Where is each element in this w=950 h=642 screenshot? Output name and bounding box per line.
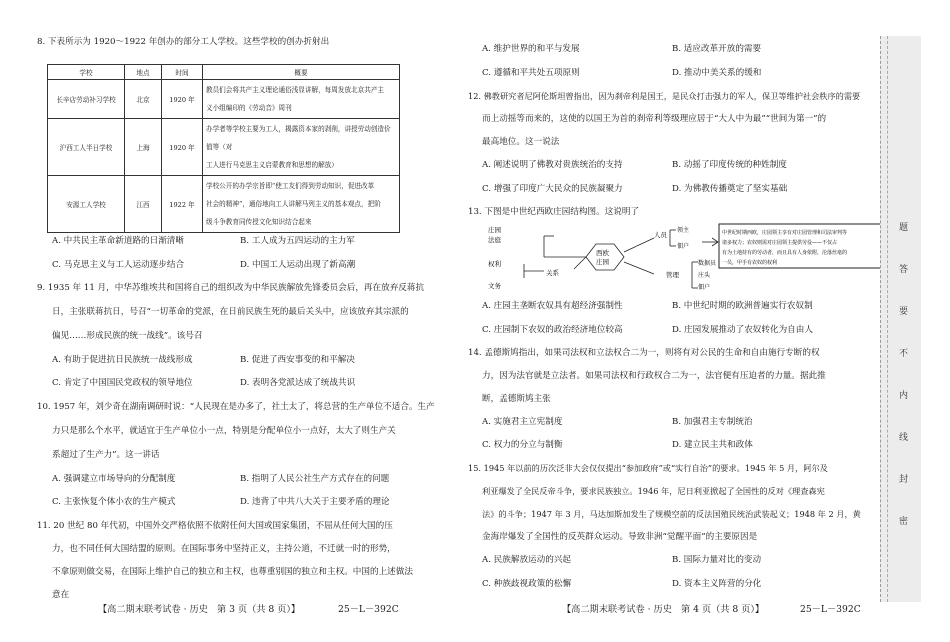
desc-line: 工人进行马克思主义启蒙教育和思想的解放） (206, 161, 338, 169)
q13-option-d[interactable]: D. 庄园发展推动了农奴转化为自由人 (672, 325, 813, 335)
q12-option-a[interactable]: A. 阐述说明了佛教对贵族统治的支持 (482, 160, 623, 170)
table-cell-desc (203, 176, 400, 233)
q12-option-b[interactable]: B. 动摇了印度传统的种姓制度 (672, 160, 787, 170)
q14-option-a[interactable]: A. 实施君主立宪制度 (482, 417, 563, 427)
q9-option-c[interactable]: C. 肯定了中国国民党政权的领导地位 (52, 378, 193, 388)
q13-option-b[interactable]: B. 中世纪时期的欧洲普遍实行农奴制 (672, 301, 813, 311)
question-8-stem: 8. 下表所示为 1920～1922 年创办的部分工人学校。这些学校的创办折射出 (37, 37, 330, 47)
q9-option-d[interactable]: D. 表明各党派达成了统战共识 (240, 378, 356, 388)
table-header-cell: 概要 (203, 65, 400, 80)
q8-option-b[interactable]: B. 工人成为五四运动的主力军 (240, 236, 355, 246)
q10-option-a[interactable]: A. 强调建立市场导向的分配制度 (52, 474, 176, 484)
q14-option-b[interactable]: B. 加强君主专制统治 (672, 417, 753, 427)
q13-option-c[interactable]: C. 庄园制下农奴的政治经济地位较高 (482, 325, 623, 335)
desc-line: 社会的精神”，通俗地向工人讲解马列主义的基本观点，把阶 (206, 200, 381, 208)
diagram-box-line: 一员，甲手有农奴的权利 (722, 260, 778, 266)
table-header-cell: 学校 (48, 65, 125, 80)
q10-option-d[interactable]: D. 违背了中共八大关于主要矛盾的理论 (240, 497, 390, 507)
diagram-label-court2: 法庭 (488, 236, 501, 244)
desc-line: 级斗争教育同传授文化知识结合起来 (206, 218, 312, 226)
diagram-label-duties: 文务 (488, 282, 501, 290)
binding-dashed-line (887, 36, 888, 602)
q8-option-c[interactable]: C. 马克思主义与工人运动逐步结合 (52, 260, 185, 270)
q11-option-a[interactable]: A. 维护世界的和平与发展 (482, 44, 580, 54)
table-cell-place: 北京 (125, 80, 162, 119)
footer-code: 25－L－392C (800, 604, 861, 615)
footer-text: 【高二期末联考试卷 · 历史 第 4 页（共 8 页）】 (562, 604, 765, 615)
binding-char: 答 (899, 265, 909, 275)
diagram-box-line: 有为土地持有的劳动者，而且具有人身依附，沦落丝毫的 (722, 250, 848, 256)
table-cell-place: 上海 (125, 119, 162, 176)
manor-structure-diagram (484, 222, 884, 292)
binding-char: 内 (899, 391, 909, 401)
question-12-line: 最高地位。这一说法 (482, 137, 560, 147)
question-12-line: 而上动摇等而来的，这使的以国王为首的刹帝利等级理应居于“大人中为最”“世间为第一”的 (482, 114, 827, 124)
q8-option-a[interactable]: A. 中共民主革命新道路的日渐清晰 (52, 236, 184, 246)
question-10-line: 系超过了生产力”。这一讲话 (52, 450, 160, 460)
footer-text: 【高二期末联考试卷 · 历史 第 3 页（共 8 页）】 (98, 604, 301, 615)
table-cell-time: 1920 年 (162, 80, 203, 119)
question-15-line: 金海岸爆发了全国性的反英群众运动。导致非洲“觉醒平面”的主要原因是 (482, 532, 758, 542)
question-9-line: 偏见……形成民族的统一战线”。该号召 (52, 331, 203, 341)
desc-line: 教员们会将共产主义理论通俗浅显讲解，每周发放北京共产主 (206, 86, 385, 94)
binding-char: 封 (899, 475, 909, 485)
question-15-line: 法》的斗争；1947 年 3 月，马达加斯加发生了规模空前的反法国殖民统治武装起义；1948 年 2 月，黄 (482, 509, 861, 519)
binding-char: 题 (899, 223, 909, 233)
diagram-box-line: 诸多权力；农奴则需对庄园领主提供劳役——不仅占 (722, 240, 838, 246)
binding-char: 要 (899, 307, 909, 317)
diagram-label-relation: 关系 (546, 269, 559, 277)
question-13-stem: 13. 下图是中世纪西欧庄园结构图。这说明了 (468, 207, 640, 217)
question-9-line: 9. 1935 年 11 月，中华苏维埃共和国将自己的组织改为中华民族解放先锋委员会后，再在放弃反蒋抗 (37, 283, 425, 293)
question-11-line: 意在 (52, 590, 70, 600)
q15-option-a[interactable]: A. 民族解放运动的兴起 (482, 555, 572, 565)
q8-option-d[interactable]: D. 中国工人运动出现了新高潮 (240, 260, 356, 270)
diagram-center-2: 庄园 (596, 258, 609, 266)
table-row (48, 176, 400, 233)
table-row (48, 80, 400, 119)
q11-option-b[interactable]: B. 适应改革开放的需要 (672, 44, 762, 54)
left-page (0, 0, 460, 642)
worker-schools-table (47, 64, 400, 233)
question-9-line: 日，主张联蒋抗日，号召“一切革命的党派，在日前民族生死的最后关头中，应该放弃其宗派的 (52, 307, 409, 317)
q14-option-d[interactable]: D. 建立民主共和政体 (672, 440, 753, 450)
table-cell-school: 沪西工人半日学校 (48, 119, 125, 176)
binding-char: 不 (899, 349, 909, 359)
footer-code: 25－L－392C (338, 604, 399, 615)
question-14-line: 断，孟德斯鸠主张 (482, 394, 551, 404)
table-header-cell: 地点 (125, 65, 162, 80)
question-15-line: 利亚爆发了全民反帝斗争，要求民族独立。1946 年，尼日利亚掀起了全国性的反对《理查森宪 (482, 486, 825, 496)
question-11-line: 不拿原则做交易，在国际上维护自己的独立和主权，也尊重别国的独立和主权。中国的上述做法 (52, 567, 413, 577)
q9-option-b[interactable]: B. 促进了西安事变的和平解决 (240, 355, 355, 365)
diagram-label-rights: 权利 (488, 260, 501, 268)
diagram-center-1: 西欧 (596, 249, 609, 257)
binding-char: 线 (899, 433, 909, 443)
table-header-cell: 时间 (162, 65, 203, 80)
diagram-people-item: 佃户 (677, 243, 690, 250)
q11-option-d[interactable]: D. 推动中美关系的缓和 (672, 68, 762, 78)
question-10-line: 10. 1957 年，刘少奇在湖南调研时说：“人民现在是办多了，社土太了，将总营的生产单位不适合。生产 (37, 402, 435, 412)
question-10-line: 力只是那么个水平，就适宜于生产单位小一点，特别是分配单位小一点好，太大了则生产关 (52, 426, 396, 436)
table-row (48, 119, 400, 176)
binding-char: 密 (899, 517, 909, 527)
diagram-label-court: 庄园 (488, 226, 501, 234)
q15-option-c[interactable]: C. 种族歧视政策的松懈 (482, 579, 572, 589)
table-cell-place: 江西 (125, 176, 162, 233)
left-footer (98, 601, 399, 615)
desc-line: 义小组编印的《劳动音》周刊 (206, 104, 292, 112)
table-cell-desc (203, 119, 400, 176)
q10-option-c[interactable]: C. 主张恢复个体小农的生产模式 (52, 497, 176, 507)
question-12-line: 12. 佛教研究者尼阿伦斯坦曾指出，因为刹帝利是国王，是民众打击强力的军人，保卫等维护社会秩序的需要 (468, 91, 861, 101)
diagram-label-manage: 管理 (666, 271, 679, 279)
q9-option-a[interactable]: A. 有助于促进抗日民族统一战线形成 (52, 355, 193, 365)
desc-line: 办学者等学校主要为工人，揭露资本家的剥削，讲授劳动创造价值等（对 (206, 125, 391, 151)
q15-option-b[interactable]: B. 国际力量对比的变动 (672, 555, 762, 565)
desc-line: 学校公开的办学宗旨即“使工友们得到劳动知识，促进改革 (206, 182, 375, 190)
q11-option-c[interactable]: C. 遵循和平共处五项原则 (482, 68, 580, 78)
right-page (470, 0, 880, 642)
question-14-line: 14. 孟德斯鸠指出，如果司法权和立法权合二为一，则将有对公民的生命和自由施行专断的权 (468, 348, 820, 358)
diagram-manage-item: 庄头 (698, 272, 711, 279)
q12-option-c[interactable]: C. 增强了印度广大民众的民族凝聚力 (482, 184, 623, 194)
diagram-people-item: 领主 (677, 227, 690, 234)
table-cell-school: 长辛店劳动补习学校 (48, 80, 125, 119)
question-11-line: 力，也不同任何大国结盟的原则。在国际事务中坚持正义，主持公道，不迁就一时的形势， (52, 544, 396, 554)
diagram-box-line: 中世纪时期西欧，庄园领主享有对庄园管理和司法审判等 (722, 230, 848, 236)
binding-strip (880, 36, 921, 602)
q10-option-b[interactable]: B. 指明了人民公社生产方式存在的问题 (240, 474, 390, 484)
table-cell-school: 安源工人学校 (48, 176, 125, 233)
q14-option-c[interactable]: C. 权力的分立与制衡 (482, 440, 563, 450)
diagram-manage-item: 佃户 (698, 284, 711, 291)
center-hexagon (586, 244, 624, 270)
q15-option-d[interactable]: D. 资本主义阵营的分化 (672, 579, 762, 589)
table-cell-time: 1920 年 (162, 119, 203, 176)
table-cell-time: 1922 年 (162, 176, 203, 233)
q13-option-a[interactable]: A. 庄园主垄断农奴具有超经济强制性 (482, 301, 623, 311)
right-footer (562, 601, 861, 615)
question-14-line: 力，因为法官就是立法者。如果司法权和行政权合二为一，法官便有压迫者的力量。据此推 (482, 371, 826, 381)
table-cell-desc (203, 80, 400, 119)
question-11-line: 11. 20 世纪 80 年代初，中国外交严格依照不依附任何大国或国家集团，不屈从任何大国的压 (37, 521, 393, 531)
diagram-manage-item: 数据员 (698, 260, 717, 267)
question-15-line: 15. 1945 年以前的历次泛非大会仅仅提出“参加政府”或“实行自治”的要求。1945 年 5 月，阿尔及 (468, 463, 828, 473)
table-header-row (48, 65, 400, 80)
q12-option-d[interactable]: D. 为佛教传播奠定了坚实基础 (672, 184, 788, 194)
diagram-label-people: 人员 (654, 231, 667, 239)
